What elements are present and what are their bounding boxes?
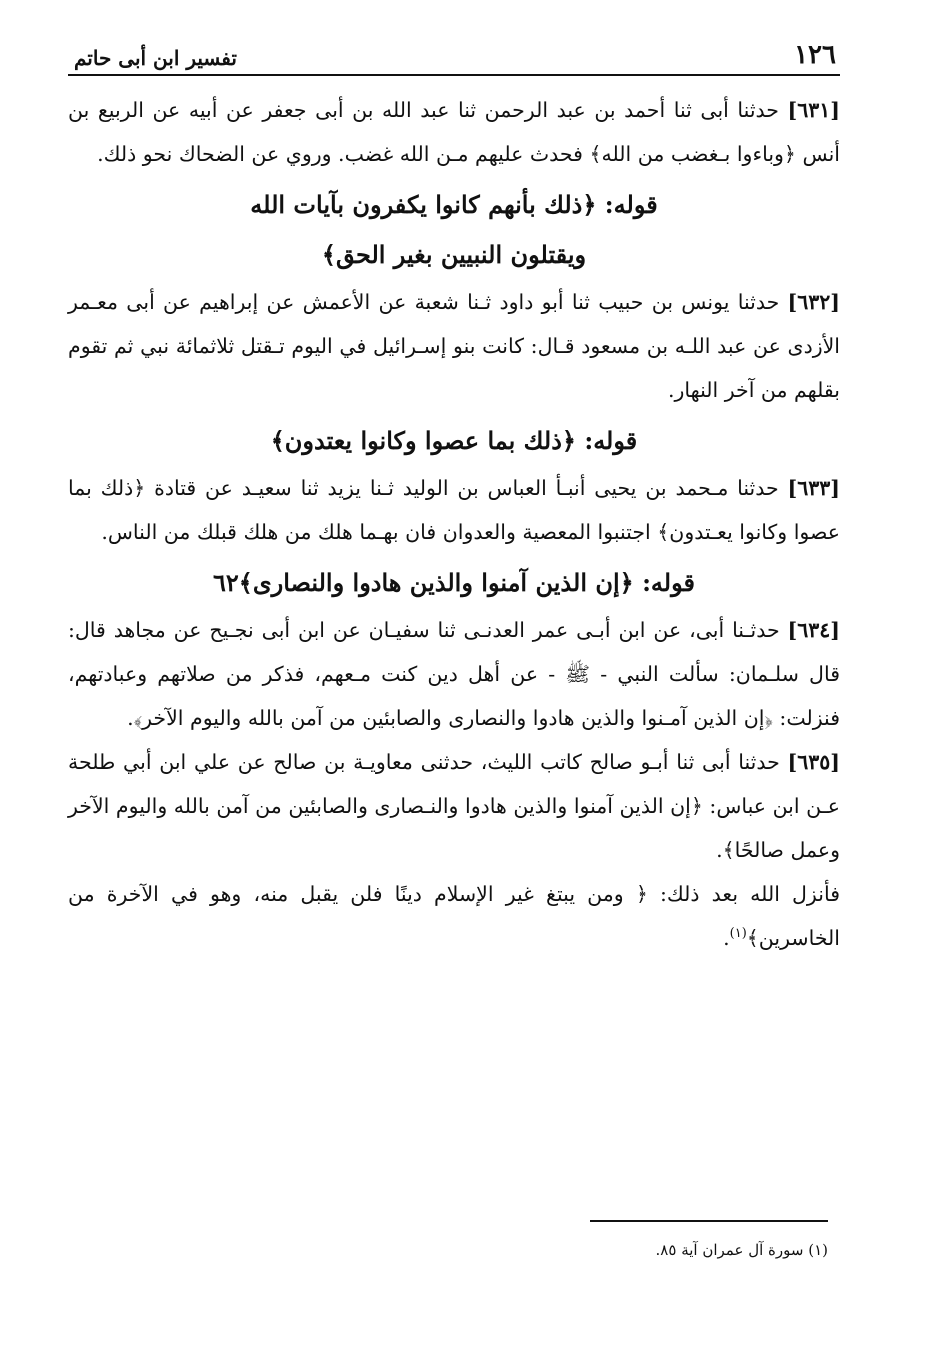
narration-number: [٦٣٤] [787, 618, 840, 642]
footnote-reference: (١) [729, 926, 747, 942]
narration-text: حدثنا أبى ثنا أبـو صالح كاتب الليث، حدثنى معاويـة بن صالح عن علي ابن أبي طلحة عـن ابن عباس: ﴿إن الذين آمنوا والذين هادوا والنـصارى والصابئين من آمن بالله واليوم الآخر وعمل صالحًا﴾. [68, 750, 840, 862]
verse-heading-text: ﴿ذلك بأنهم كانوا يكفرون بآيات الله [250, 190, 597, 219]
narration-text: حدثنا يونس بن حبيب ثنا أبو داود ثـنا شعبة عن الأعمش عن إبراهيم عن أبى معـمر الأزدى عن عبد اللـه بن مسعود قـال: كانت بنو إسـرائيل في اليوم تـقتل ثلاثمائة نبي ثم تقوم بقلهم من آخر النهار. [68, 290, 840, 402]
footnote: (١) سورة آل عمران آية ٨٥. [655, 1241, 828, 1259]
narration-text: حدثـنا أبى، عن ابن أبـى عمر العدنـى ثنا سفيـان عن ابن أبى نجـيح عن مجاهد قال: قال سلـمان: سألت النبي - ﷺ - عن أهل دين كنت مـعهم، فذكر من صلاتهم وعبادتهم، فنزلت: ﴿إن الذين آمـنوا والذين هادوا والنصارى والصابئين من آمن بالله واليوم الآخر﴾. [68, 618, 840, 730]
narration-number: [٦٣٢] [787, 290, 840, 314]
page [68, 36, 840, 960]
verse-heading-2 [68, 416, 840, 466]
verse-heading-line [68, 180, 840, 230]
verse-heading-3 [68, 558, 840, 608]
verse-heading-text: ﴿إن الذين آمنوا والذين هادوا والنصارى﴾٦٢ [213, 568, 634, 597]
verse-heading-text: ﴿ذلك بما عصوا وكانوا يعتدون﴾ [270, 426, 576, 455]
verse-heading-1 [68, 180, 840, 280]
verse-heading-line [68, 416, 840, 466]
page-number: ١٢٦ [794, 40, 836, 70]
verse-heading-label: قوله: [584, 426, 638, 455]
verse-heading-label: قوله: [642, 568, 695, 597]
footnote-divider [590, 1220, 828, 1222]
closing-paragraph [68, 872, 840, 960]
narration-number: [٦٣٣] [787, 476, 840, 500]
narration-number: [٦٣١] [787, 98, 840, 122]
narration-text: حدثنا أبى ثنا أحمد بن عبد الرحمن ثنا عبد الله بن أبى جعفر عن أبيه عن الربيع بن أنس ﴿وباءوا بـغضب من الله﴾ فحدث عليهم مـن الله غضب. وروي عن الضحاك نحو ذلك. [68, 98, 840, 166]
verse-heading-line [68, 558, 840, 608]
narration-632 [68, 280, 840, 412]
narration-631 [68, 88, 840, 176]
closing-period: . [723, 926, 730, 950]
narration-number: [٦٣٥] [787, 750, 840, 774]
closing-text: فأنزل الله بعد ذلك: ﴿ ومن يبتغ غير الإسلام دينًا فلن يقبل منه، وهو في الآخرة من الخاسرين﴾ [68, 882, 840, 950]
verse-heading-line-2: ويقتلون النبيين بغير الحق﴾ [321, 240, 587, 269]
narration-text: حدثنا مـحمد بن يحيى أنبـأ العباس بن الوليد ثـنا يزيد ثنا سعيـد عن قتادة ﴿ذلك بما عصوا وكانوا يعـتدون﴾ اجتنبوا المعصية والعدوان فان بهـما هلك من هلك قبلك من الناس. [68, 476, 840, 544]
verse-heading-label: قوله: [604, 190, 658, 219]
narration-633 [68, 466, 840, 554]
book-title: تفسير ابن أبى حاتم [74, 46, 237, 70]
page-header [68, 36, 840, 76]
narration-635 [68, 740, 840, 872]
narration-634 [68, 608, 840, 740]
